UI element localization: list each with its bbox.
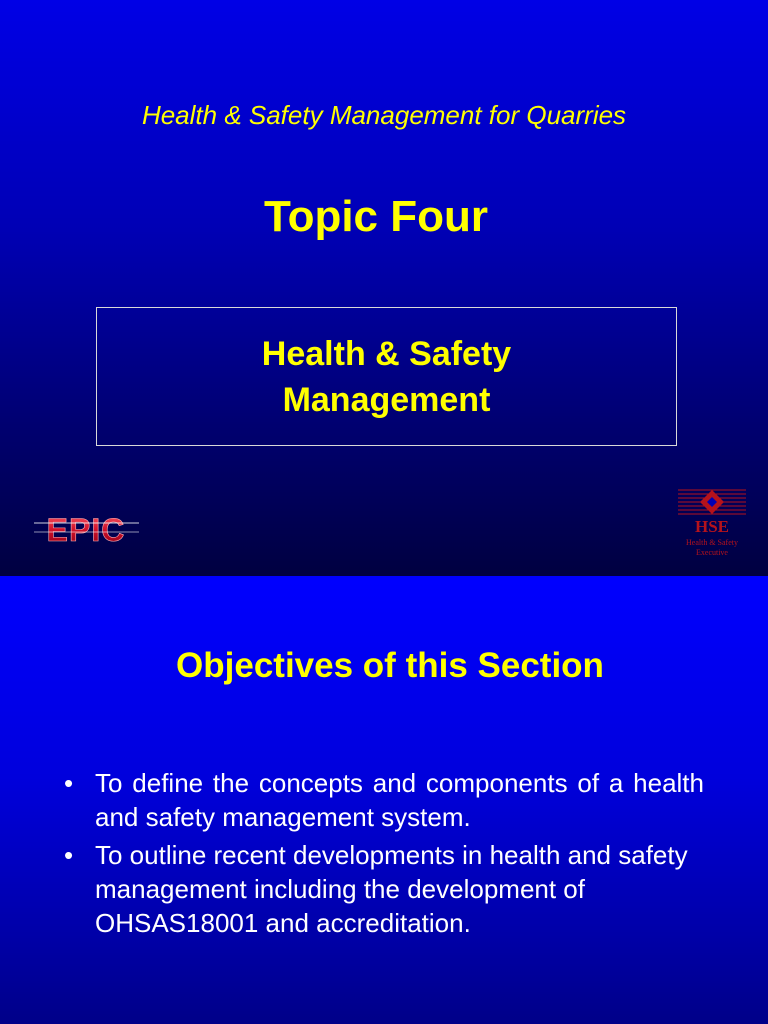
hse-logo-text: HSE [694,517,730,536]
bullet-dot-icon: • [64,840,74,870]
hse-caption-line1: Health & Safety [686,538,738,547]
slide-title: Objectives of this Section [176,646,604,685]
bullet-item [64,766,704,834]
bullet-text: To outline recent developments in health and safety management including the development of OHSAS18001 and accreditation. [95,840,688,938]
bullet-item [64,838,704,940]
bullet-text: To define the concepts and components of a health and safety management system. [95,768,704,832]
slide-title: Topic Four [263,192,489,241]
title-box-line: Management [282,380,491,419]
bullet-list [64,766,704,944]
epic-logo-text: EPIC [46,512,126,548]
slide-2[interactable] [0,576,768,1024]
slide-subtitle: Health & Safety Management for Quarries [141,100,627,130]
bullet-dot-icon: • [64,768,74,798]
hse-logo [670,486,754,562]
title-box-line: Health & Safety [261,334,512,373]
epic-logo [30,510,143,552]
title-box [96,307,677,446]
hse-caption-line2: Executive [696,548,728,557]
